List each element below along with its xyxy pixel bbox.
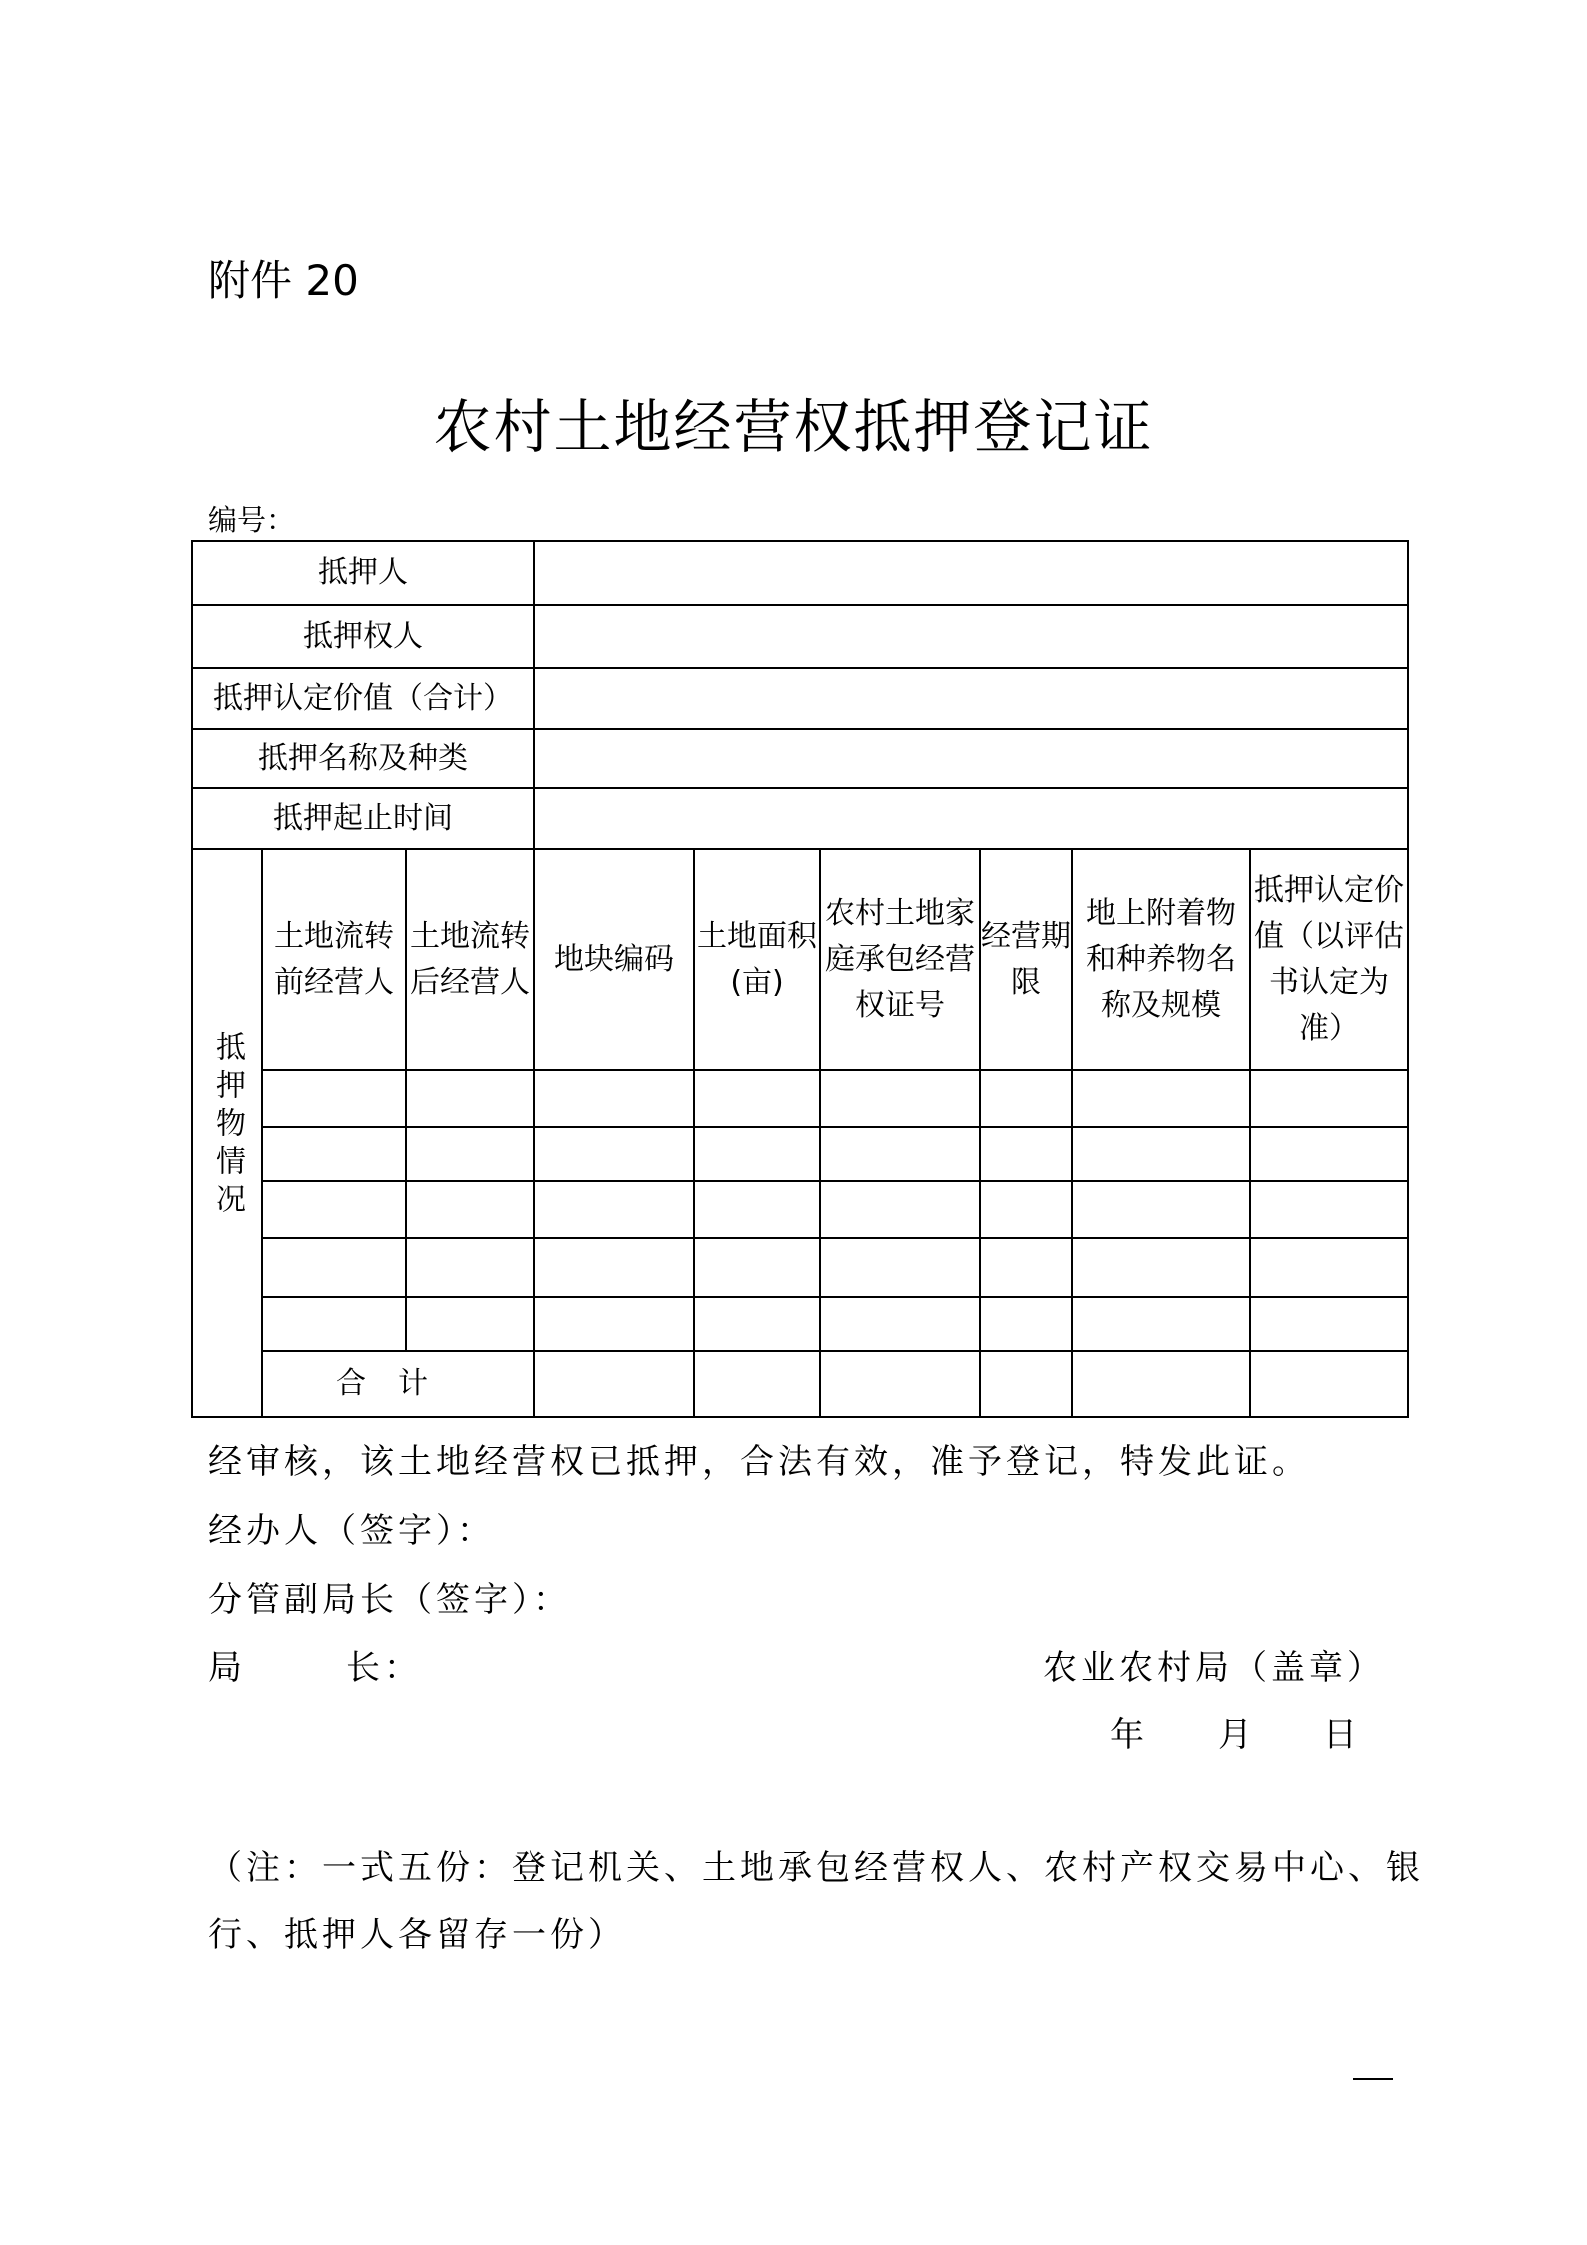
info-value-field[interactable] bbox=[534, 541, 1408, 605]
table-cell[interactable] bbox=[534, 1238, 694, 1297]
registration-table bbox=[191, 540, 1409, 1418]
table-cell[interactable] bbox=[534, 1181, 694, 1238]
table-cell[interactable] bbox=[694, 1070, 820, 1127]
info-value-field[interactable] bbox=[534, 605, 1408, 668]
info-value-field[interactable] bbox=[534, 788, 1408, 849]
info-row-mortgagor bbox=[192, 541, 1408, 605]
total-cell[interactable] bbox=[1072, 1351, 1250, 1417]
column-header: 农村土地家庭承包经营权证号 bbox=[820, 849, 980, 1070]
table-cell[interactable] bbox=[406, 1297, 534, 1351]
table-cell[interactable] bbox=[262, 1070, 406, 1127]
table-cell[interactable] bbox=[262, 1297, 406, 1351]
column-header: 土地流转后经营人 bbox=[406, 849, 534, 1070]
table-row bbox=[192, 1181, 1408, 1238]
info-row-name-type bbox=[192, 729, 1408, 788]
column-header: 地上附着物和种养物名称及规模 bbox=[1072, 849, 1250, 1070]
table-row bbox=[192, 1297, 1408, 1351]
total-row bbox=[192, 1351, 1408, 1417]
table-cell[interactable] bbox=[820, 1297, 980, 1351]
info-label: 抵押认定价值（合计） bbox=[192, 668, 534, 729]
table-cell[interactable] bbox=[1250, 1070, 1408, 1127]
info-row-mortgagee bbox=[192, 605, 1408, 668]
table-cell[interactable] bbox=[1072, 1238, 1250, 1297]
table-cell[interactable] bbox=[694, 1127, 820, 1181]
column-header: 土地面积(亩) bbox=[694, 849, 820, 1070]
approval-statement: 经审核，该土地经营权已抵押，合法有效，准予登记，特发此证。 bbox=[208, 1442, 1310, 1482]
table-cell[interactable] bbox=[1250, 1181, 1408, 1238]
column-header: 抵押认定价值（以评估书认定为准） bbox=[1250, 849, 1408, 1070]
table-cell[interactable] bbox=[694, 1238, 820, 1297]
table-cell[interactable] bbox=[262, 1127, 406, 1181]
page-title: 农村土地经营权抵押登记证 bbox=[433, 393, 1154, 461]
table-cell[interactable] bbox=[1072, 1070, 1250, 1127]
page-marker-dash bbox=[1353, 2078, 1393, 2080]
table-cell[interactable] bbox=[980, 1070, 1072, 1127]
collateral-header-row bbox=[192, 849, 1408, 1070]
table-cell[interactable] bbox=[694, 1297, 820, 1351]
column-header: 土地流转前经营人 bbox=[262, 849, 406, 1070]
total-cell[interactable] bbox=[694, 1351, 820, 1417]
table-cell[interactable] bbox=[534, 1297, 694, 1351]
table-cell[interactable] bbox=[820, 1238, 980, 1297]
table-row bbox=[192, 1238, 1408, 1297]
stamp-label: 农业农村局（盖章） bbox=[1043, 1648, 1385, 1688]
info-label: 抵押人 bbox=[192, 541, 534, 605]
table-cell[interactable] bbox=[980, 1181, 1072, 1238]
total-cell[interactable] bbox=[980, 1351, 1072, 1417]
total-label: 合计 bbox=[262, 1351, 534, 1417]
info-label: 抵押权人 bbox=[192, 605, 534, 668]
table-row bbox=[192, 1070, 1408, 1127]
info-row-assessed-value bbox=[192, 668, 1408, 729]
table-cell[interactable] bbox=[406, 1238, 534, 1297]
total-cell[interactable] bbox=[1250, 1351, 1408, 1417]
note-line-1: （注：一式五份：登记机关、土地承包经营权人、农村产权交易中心、银 bbox=[208, 1848, 1424, 1888]
director-signature-label bbox=[208, 1640, 422, 1689]
table-cell[interactable] bbox=[262, 1181, 406, 1238]
table-cell[interactable] bbox=[1250, 1238, 1408, 1297]
date-year-label: 年 bbox=[1110, 1715, 1144, 1755]
serial-number-label: 编号： bbox=[208, 503, 296, 537]
total-cell[interactable] bbox=[820, 1351, 980, 1417]
note-line-2: 行、抵押人各留存一份） bbox=[208, 1915, 626, 1955]
column-header: 地块编码 bbox=[534, 849, 694, 1070]
table-cell[interactable] bbox=[820, 1181, 980, 1238]
date-month-label: 月 bbox=[1218, 1715, 1252, 1755]
handler-signature-label: 经办人（签字）： bbox=[208, 1511, 495, 1551]
table-row bbox=[192, 1127, 1408, 1181]
table-cell[interactable] bbox=[820, 1127, 980, 1181]
info-value-field[interactable] bbox=[534, 729, 1408, 788]
collateral-section-label: 抵押物情况 bbox=[192, 849, 262, 1417]
column-header: 经营期限 bbox=[980, 849, 1072, 1070]
director-label-part: 长： bbox=[346, 1648, 422, 1688]
table-cell[interactable] bbox=[694, 1181, 820, 1238]
table-cell[interactable] bbox=[534, 1127, 694, 1181]
table-cell[interactable] bbox=[1072, 1181, 1250, 1238]
info-label: 抵押起止时间 bbox=[192, 788, 534, 849]
info-label: 抵押名称及种类 bbox=[192, 729, 534, 788]
director-label-part: 局 bbox=[208, 1648, 246, 1688]
deputy-director-signature-label: 分管副局长（签字）： bbox=[208, 1580, 571, 1620]
attachment-label: 附件 20 bbox=[208, 256, 359, 305]
total-cell[interactable] bbox=[534, 1351, 694, 1417]
table-cell[interactable] bbox=[406, 1070, 534, 1127]
table-cell[interactable] bbox=[1072, 1297, 1250, 1351]
table-cell[interactable] bbox=[406, 1181, 534, 1238]
table-cell[interactable] bbox=[1250, 1127, 1408, 1181]
info-value-field[interactable] bbox=[534, 668, 1408, 729]
table-cell[interactable] bbox=[406, 1127, 534, 1181]
table-cell[interactable] bbox=[980, 1127, 1072, 1181]
table-cell[interactable] bbox=[262, 1238, 406, 1297]
table-cell[interactable] bbox=[534, 1070, 694, 1127]
info-row-period bbox=[192, 788, 1408, 849]
table-cell[interactable] bbox=[980, 1297, 1072, 1351]
table-cell[interactable] bbox=[1250, 1297, 1408, 1351]
table-cell[interactable] bbox=[980, 1238, 1072, 1297]
date-day-label: 日 bbox=[1323, 1715, 1357, 1755]
table-cell[interactable] bbox=[820, 1070, 980, 1127]
table-cell[interactable] bbox=[1072, 1127, 1250, 1181]
